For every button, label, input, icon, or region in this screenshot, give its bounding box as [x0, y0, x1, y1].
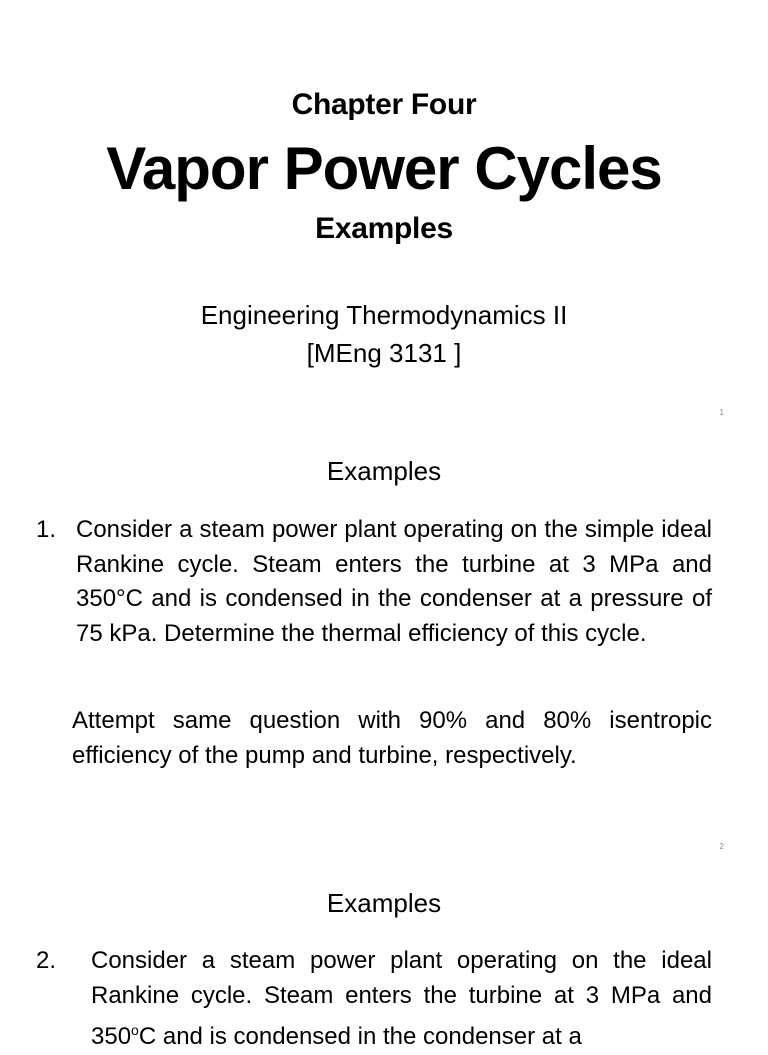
- attempt-note: Attempt same question with 90% and 80% isentropic efficiency of the pump and turbine, respectively.: [72, 707, 712, 769]
- question-text: Consider a steam power plant operating on the simple ideal Rankine cycle. Steam enters the turbine at 3 MPa and 350°C and is condensed in the condenser at a pressure of 75 kPa. Determine the thermal efficiency of this cycle.: [76, 516, 712, 647]
- question-text: [91, 944, 712, 1055]
- question-text-part-b: C and is condensed in the condenser at a: [138, 1023, 582, 1050]
- question-number: 1.: [36, 516, 57, 543]
- page-number: 2: [719, 842, 724, 851]
- course-code: [MEng 3131 ]: [306, 338, 462, 368]
- slide-heading: Examples: [326, 888, 442, 918]
- question-text-part-a: Consider a steam power plant operating on the ideal Rankine cycle. Steam enters the turbine at 3 MPa and 350: [91, 947, 712, 1050]
- course-name: Engineering Thermodynamics II: [200, 300, 568, 330]
- example-slide-2: [0, 868, 768, 1050]
- degree-superscript: o: [131, 1022, 139, 1038]
- chapter-label: Chapter Four: [291, 88, 477, 121]
- question-list: [36, 513, 712, 651]
- course-info: [0, 296, 768, 372]
- question-number: 2.: [36, 947, 57, 974]
- question-list: [36, 944, 712, 1055]
- question-item: [36, 513, 712, 651]
- page-number: 1: [719, 408, 724, 417]
- title-slide: [0, 0, 768, 434]
- subtitle: Examples: [315, 212, 453, 245]
- main-title: Vapor Power Cycles: [106, 135, 662, 202]
- example-slide-1: [0, 434, 768, 868]
- slide-heading: Examples: [326, 456, 442, 486]
- question-item: [36, 944, 712, 1055]
